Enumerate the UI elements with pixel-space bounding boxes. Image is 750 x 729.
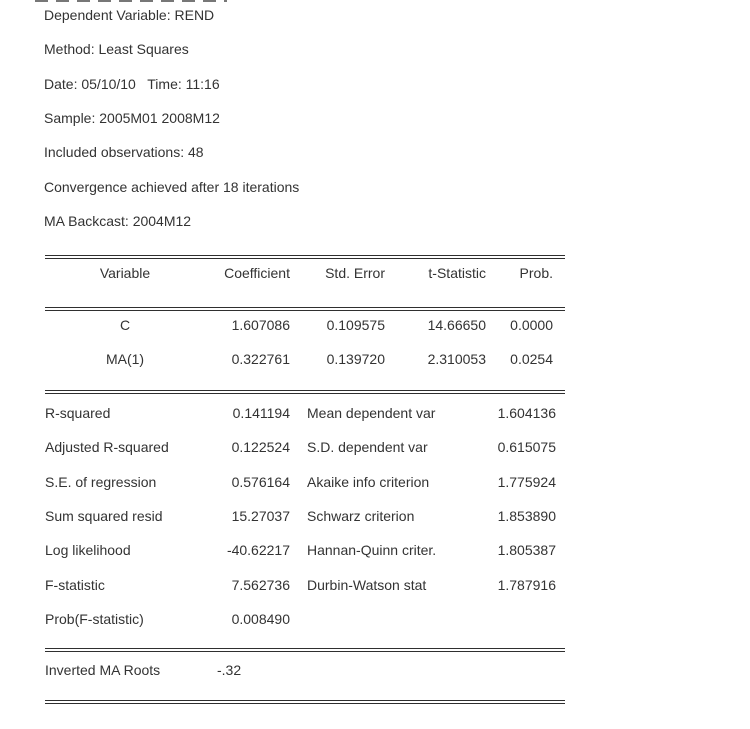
stat-label: Log likelihood <box>45 542 131 559</box>
double-rule-below-coef-rows <box>45 390 565 394</box>
cell-std-error: 0.139720 <box>326 351 385 367</box>
cell-t-statistic: 2.310053 <box>427 351 486 367</box>
summary-line-method: Method: Least Squares <box>44 41 189 57</box>
summary-line-ma-backcast: MA Backcast: 2004M12 <box>44 213 192 229</box>
stats-row-log-likelihood <box>45 542 556 576</box>
stat-value: 1.787916 <box>497 576 556 593</box>
stat-value: 15.27037 <box>231 507 290 524</box>
stats-row-prob-f-statistic <box>45 611 556 645</box>
stat-label: Schwarz criterion <box>307 507 415 524</box>
stat-value: 0.615075 <box>497 439 556 456</box>
stat-value: 1.604136 <box>497 405 556 421</box>
double-rule-above-footer <box>45 648 565 652</box>
summary-line-sample: Sample: 2005M01 2008M12 <box>44 110 220 126</box>
double-rule-below-header <box>45 307 565 311</box>
summary-statistics <box>45 405 556 645</box>
stat-label: S.E. of regression <box>45 473 157 490</box>
stat-label: F-statistic <box>45 576 105 593</box>
stat-value: 1.775924 <box>497 473 556 490</box>
column-header-t-statistic: t-Statistic <box>428 265 486 281</box>
stat-value: 0.576164 <box>231 473 290 490</box>
column-header-prob: Prob. <box>519 265 553 281</box>
stat-value: 0.141194 <box>232 405 290 421</box>
column-header-coefficient: Coefficient <box>224 265 290 281</box>
coef-row-c <box>45 317 565 334</box>
cell-std-error: 0.109575 <box>326 317 385 333</box>
cropped-text-artifact <box>35 0 227 2</box>
stat-label: S.D. dependent var <box>307 439 428 456</box>
stat-value: 0.122524 <box>231 439 290 456</box>
cell-coefficient: 0.322761 <box>231 351 290 367</box>
stat-label: Sum squared resid <box>45 507 163 524</box>
double-rule-bottom <box>45 700 565 704</box>
summary-line-observations: Included observations: 48 <box>44 144 204 160</box>
cell-prob: 0.0254 <box>510 351 553 367</box>
stat-value: 1.805387 <box>497 542 556 559</box>
cell-variable: MA(1) <box>105 351 145 367</box>
stat-label: R-squared <box>45 405 111 421</box>
cell-variable: C <box>119 317 131 333</box>
cell-coefficient: 1.607086 <box>231 317 290 333</box>
stat-label: Mean dependent var <box>307 405 436 421</box>
stat-label: Durbin-Watson stat <box>307 576 427 593</box>
stats-row-r-squared <box>45 405 556 439</box>
stats-row-sum-squared-resid <box>45 508 556 542</box>
cell-t-statistic: 14.66650 <box>427 317 486 333</box>
column-header-variable: Variable <box>99 265 151 281</box>
summary-line-date-time: Date: 05/10/10 Time: 11:16 <box>44 76 220 92</box>
column-header-std-error: Std. Error <box>325 265 385 281</box>
stats-row-adjusted-r-squared <box>45 439 556 473</box>
summary-line-dependent-variable: Dependent Variable: REND <box>44 7 215 23</box>
inverted-ma-roots-label: Inverted MA Roots <box>45 662 161 678</box>
inverted-ma-roots-value: -.32 <box>217 662 242 678</box>
stat-value: -40.62217 <box>226 542 290 559</box>
coef-row-ma1 <box>45 351 565 368</box>
stat-value: 7.562736 <box>231 576 290 593</box>
stat-label: Adjusted R-squared <box>45 439 169 456</box>
stats-row-f-statistic <box>45 577 556 611</box>
stat-value: 0.008490 <box>231 610 290 627</box>
stat-value: 1.853890 <box>497 507 556 524</box>
cell-prob: 0.0000 <box>510 317 553 333</box>
stat-label: Akaike info criterion <box>307 473 430 490</box>
inverted-ma-roots-row <box>45 662 565 679</box>
summary-line-convergence: Convergence achieved after 18 iterations <box>44 179 300 195</box>
double-rule-top <box>45 255 565 259</box>
stat-label: Prob(F-statistic) <box>45 610 144 627</box>
stat-label: Hannan-Quinn criter. <box>307 542 437 559</box>
coef-table-header-row <box>45 265 565 282</box>
stats-row-se-of-regression <box>45 474 556 508</box>
